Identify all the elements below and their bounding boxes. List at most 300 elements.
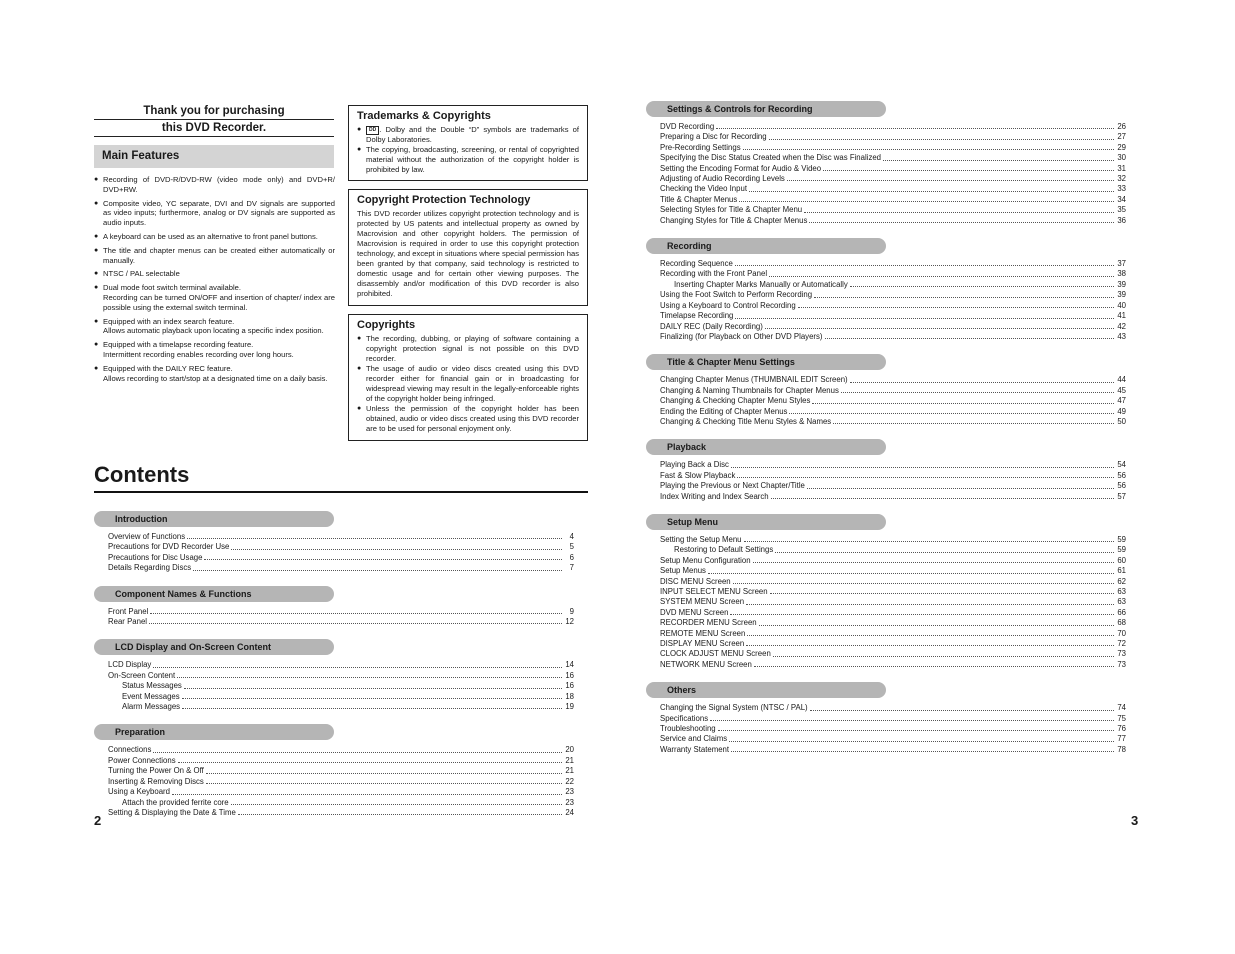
dot-leader bbox=[731, 460, 1114, 467]
thank-you-line2: this DVD Recorder. bbox=[161, 122, 267, 134]
toc-entry-page: 31 bbox=[1117, 163, 1126, 173]
toc-entry-page: 72 bbox=[1117, 639, 1126, 649]
list-item: ● The recording, dubbing, or playing of software containing a copyright protection signal is not possible on this DVD recorder. bbox=[357, 334, 579, 364]
toc-entry-title: Alarm Messages bbox=[122, 702, 181, 712]
toc-entry-page: 56 bbox=[1117, 481, 1126, 491]
toc-entry-page: 47 bbox=[1117, 396, 1126, 406]
toc-entry-title: Specifying the Disc Status Created when the Disc was Finalized bbox=[660, 153, 882, 163]
toc-entry-page: 30 bbox=[1117, 153, 1126, 163]
dot-leader bbox=[182, 692, 562, 699]
copyright-protection-box bbox=[348, 189, 588, 306]
main-features-title: Main Features bbox=[94, 145, 334, 168]
list-item: ● The usage of audio or video discs created using this DVD recorder either for financial gain or in broadcasting for widespread viewing may result in the legally-enforceable rights of the copyright holder being infringed. bbox=[357, 364, 579, 404]
toc-entry-page: 23 bbox=[565, 797, 574, 807]
toc-entry[interactable] bbox=[94, 660, 574, 670]
copyright-protection-body: This DVD recorder utilizes copyright protection technology and is protected by US patents and intellectual property as owned by Macrovision and other copyright holders. The permission of Macrovision is required in order to use this copyright protection technology, and except in situations where special permission has been granted by that company, said technology is restricted to domestic usage and for certain other viewing purposes. The disassembly and/or modification of this DVD recorder is also prohibited. bbox=[357, 209, 579, 298]
toc-entry[interactable] bbox=[646, 649, 1126, 659]
toc-entry[interactable] bbox=[646, 386, 1126, 396]
dot-leader bbox=[149, 617, 562, 624]
toc-entry-title: Index Writing and Index Search bbox=[660, 491, 769, 501]
toc-entry-page: 27 bbox=[1117, 132, 1126, 142]
dot-leader bbox=[753, 556, 1114, 563]
toc-entry-title: DVD MENU Screen bbox=[660, 607, 729, 617]
toc-section bbox=[94, 511, 574, 574]
list-item: ● Unless the permission of the copyright holder has been obtained, audio or video discs created using this DVD recorder are to be used for personal enjoyment only. bbox=[357, 404, 579, 434]
dot-leader bbox=[238, 808, 562, 815]
toc-entry[interactable] bbox=[646, 322, 1126, 332]
toc-entry-title: Adjusting of Audio Recording Levels bbox=[660, 174, 785, 184]
toc-entry[interactable] bbox=[94, 692, 574, 702]
toc-entry[interactable] bbox=[646, 375, 1126, 385]
toc-entry-page: 38 bbox=[1117, 269, 1126, 279]
toc-section-title: Preparation bbox=[94, 724, 334, 740]
toc-section bbox=[646, 101, 1126, 226]
toc-entry-title: Precautions for DVD Recorder Use bbox=[108, 542, 230, 552]
dot-leader bbox=[841, 386, 1114, 393]
toc-entry-page: 78 bbox=[1117, 744, 1126, 754]
toc-entry-page: 57 bbox=[1117, 491, 1126, 501]
toc-entry-title: Finalizing (for Playback on Other DVD Players) bbox=[660, 331, 823, 341]
toc-entry[interactable] bbox=[646, 290, 1126, 300]
toc-entry[interactable] bbox=[646, 608, 1126, 618]
toc-entry-title: Using a Keyboard bbox=[108, 787, 170, 797]
toc-entry-title: Precautions for Disc Usage bbox=[108, 552, 203, 562]
dot-leader bbox=[150, 607, 562, 614]
dot-leader bbox=[759, 618, 1114, 625]
toc-entry-title: Setting & Displaying the Date & Time bbox=[108, 807, 236, 817]
dot-leader bbox=[825, 332, 1115, 339]
toc-section-title: LCD Display and On-Screen Content bbox=[94, 639, 334, 655]
dot-leader bbox=[798, 301, 1114, 308]
toc-entry-title: NETWORK MENU Screen bbox=[660, 659, 752, 669]
divider bbox=[94, 136, 334, 137]
dot-leader bbox=[716, 122, 1114, 129]
toc-entry-page: 36 bbox=[1117, 215, 1126, 225]
toc-entry[interactable] bbox=[646, 174, 1126, 184]
toc-section-title: Settings & Controls for Recording bbox=[646, 101, 886, 117]
toc-entry[interactable] bbox=[646, 184, 1126, 194]
toc-entry-page: 63 bbox=[1117, 597, 1126, 607]
toc-entry[interactable] bbox=[646, 407, 1126, 417]
dot-leader bbox=[775, 545, 1114, 552]
dot-leader bbox=[735, 259, 1114, 266]
dot-leader bbox=[850, 280, 1114, 287]
toc-entry-title: Event Messages bbox=[122, 691, 180, 701]
dot-leader bbox=[850, 375, 1114, 382]
toc-section-title: Component Names & Functions bbox=[94, 586, 334, 602]
toc-entry-page: 45 bbox=[1117, 385, 1126, 395]
toc-entry[interactable] bbox=[94, 777, 574, 787]
toc-entry[interactable] bbox=[646, 269, 1126, 279]
toc-entry[interactable] bbox=[94, 798, 574, 808]
toc-section-title: Recording bbox=[646, 238, 886, 254]
dot-leader bbox=[765, 322, 1114, 329]
toc-section bbox=[646, 439, 1126, 502]
dot-leader bbox=[172, 787, 562, 794]
page-number-left: 2 bbox=[94, 813, 102, 828]
toc-entry-page: 22 bbox=[565, 776, 574, 786]
toc-section bbox=[94, 639, 574, 712]
toc-entry-page: 4 bbox=[569, 532, 574, 541]
toc-entry[interactable] bbox=[646, 714, 1126, 724]
toc-section-title: Others bbox=[646, 682, 886, 698]
toc-entry[interactable] bbox=[646, 703, 1126, 713]
dot-leader bbox=[823, 164, 1114, 171]
dot-leader bbox=[773, 649, 1114, 656]
toc-entry-page: 24 bbox=[565, 807, 574, 817]
toc-entry-page: 56 bbox=[1117, 470, 1126, 480]
toc-entry[interactable] bbox=[646, 460, 1126, 470]
toc-entry-title: On-Screen Content bbox=[108, 670, 176, 680]
toc-entry[interactable] bbox=[646, 556, 1126, 566]
toc-section-title: Playback bbox=[646, 439, 886, 455]
toc-entry-page: 60 bbox=[1117, 555, 1126, 565]
feature-item: ● Equipped with an index search feature. Allows automatic playback upon locating a specific index position. bbox=[94, 317, 335, 337]
dot-leader bbox=[708, 566, 1114, 573]
toc-entry-title: Specifications bbox=[660, 713, 709, 723]
copyrights-title: Copyrights bbox=[357, 319, 416, 331]
toc-entry[interactable] bbox=[94, 563, 574, 573]
toc-entry[interactable] bbox=[646, 566, 1126, 576]
toc-entry-page: 59 bbox=[1117, 545, 1126, 555]
toc-entry-page: 16 bbox=[565, 681, 574, 691]
dot-leader bbox=[754, 660, 1114, 667]
toc-entry-page: 43 bbox=[1117, 331, 1126, 341]
toc-entry[interactable] bbox=[646, 280, 1126, 290]
toc-entry-title: Power Connections bbox=[108, 755, 176, 765]
toc-entry-title: Recording with the Front Panel bbox=[660, 269, 768, 279]
toc-entry-page: 49 bbox=[1117, 406, 1126, 416]
toc-entry-page: 12 bbox=[565, 617, 574, 627]
toc-entry-page: 68 bbox=[1117, 618, 1126, 628]
main-features-list bbox=[94, 175, 335, 387]
toc-entry-title: Changing Styles for Title & Chapter Menus bbox=[660, 215, 808, 225]
toc-entry[interactable] bbox=[646, 396, 1126, 406]
dot-leader bbox=[177, 671, 562, 678]
toc-entry-page: 9 bbox=[569, 606, 574, 616]
toc-entry-page: 40 bbox=[1117, 300, 1126, 310]
toc-entry-page: 14 bbox=[565, 660, 574, 670]
toc-entry-title: Playing Back a Disc bbox=[660, 460, 729, 470]
dolby-logo: DD bbox=[366, 126, 379, 135]
toc-entry-title: Pre-Recording Settings bbox=[660, 142, 741, 152]
toc-entry[interactable] bbox=[646, 164, 1126, 174]
feature-item: ● Equipped with a timelapse recording feature. Intermittent recording enables recording over long hours. bbox=[94, 340, 335, 360]
toc-entry-title: Recording Sequence bbox=[660, 259, 733, 269]
toc-entry[interactable] bbox=[646, 545, 1126, 555]
feature-item: ● Dual mode foot switch terminal available. Recording can be turned ON/OFF and insertion of chapter/ index are possible using the external switch terminal. bbox=[94, 283, 335, 312]
toc-entry[interactable] bbox=[646, 195, 1126, 205]
toc-entry[interactable] bbox=[646, 481, 1126, 491]
toc-entry[interactable] bbox=[646, 587, 1126, 597]
toc-entry[interactable] bbox=[646, 153, 1126, 163]
toc-entry-title: Status Messages bbox=[122, 681, 182, 691]
toc-entry-title: Service and Claims bbox=[660, 734, 728, 744]
dot-leader bbox=[833, 417, 1114, 424]
dot-leader bbox=[182, 702, 562, 709]
toc-entry-page: 37 bbox=[1117, 259, 1126, 269]
dot-leader bbox=[769, 132, 1114, 139]
dot-leader bbox=[153, 660, 562, 667]
toc-entry[interactable] bbox=[646, 660, 1126, 670]
toc-entry-title: Changing the Signal System (NTSC / PAL) bbox=[660, 703, 808, 713]
toc-entry-title: Front Panel bbox=[108, 606, 149, 616]
toc-entry-page: 44 bbox=[1117, 375, 1126, 385]
toc-entry-page: 29 bbox=[1117, 142, 1126, 152]
toc-entry-title: Setting the Setup Menu bbox=[660, 534, 742, 544]
dot-leader bbox=[814, 290, 1114, 297]
list-item bbox=[357, 125, 579, 145]
toc-entry-title: Rear Panel bbox=[108, 617, 148, 627]
toc-entry-page: 41 bbox=[1117, 311, 1126, 321]
toc-entry-title: Warranty Statement bbox=[660, 744, 730, 754]
toc-section bbox=[646, 682, 1126, 755]
toc-entry-page: 23 bbox=[565, 787, 574, 797]
dot-leader bbox=[739, 195, 1114, 202]
toc-entry-title: Inserting & Removing Discs bbox=[108, 776, 204, 786]
toc-section bbox=[94, 724, 574, 818]
dot-leader bbox=[746, 639, 1114, 646]
dot-leader bbox=[749, 184, 1114, 191]
toc-entry[interactable] bbox=[94, 766, 574, 776]
toc-entry-title: Changing & Checking Title Menu Styles & Names bbox=[660, 416, 832, 426]
toc-entry-page: 32 bbox=[1117, 174, 1126, 184]
toc-entry[interactable] bbox=[94, 681, 574, 691]
dot-leader bbox=[206, 777, 562, 784]
dot-leader bbox=[810, 703, 1114, 710]
toc-entry[interactable] bbox=[94, 745, 574, 755]
toc-entry-title: Playing the Previous or Next Chapter/Title bbox=[660, 481, 805, 491]
toc-entry[interactable] bbox=[646, 122, 1126, 132]
dot-leader bbox=[153, 745, 562, 752]
contents-underline bbox=[94, 491, 588, 493]
toc-entry[interactable] bbox=[646, 301, 1126, 311]
toc-entry-title: DISC MENU Screen bbox=[660, 576, 731, 586]
dot-leader bbox=[812, 396, 1114, 403]
dot-leader bbox=[718, 724, 1114, 731]
dot-leader bbox=[731, 745, 1114, 752]
toc-entry-title: Overview of Functions bbox=[108, 532, 186, 541]
toc-entry-page: 76 bbox=[1117, 724, 1126, 734]
dot-leader bbox=[710, 714, 1114, 721]
toc-entry-page: 33 bbox=[1117, 184, 1126, 194]
toc-entry-page: 74 bbox=[1117, 703, 1126, 713]
dot-leader bbox=[883, 153, 1114, 160]
toc-entry[interactable] bbox=[646, 132, 1126, 142]
toc-entry-title: Using a Keyboard to Control Recording bbox=[660, 300, 796, 310]
toc-entry-page: 18 bbox=[565, 691, 574, 701]
toc-entry[interactable] bbox=[94, 671, 574, 681]
toc-entry[interactable] bbox=[646, 143, 1126, 153]
toc-entry[interactable] bbox=[646, 535, 1126, 545]
toc-section bbox=[646, 354, 1126, 427]
dot-leader bbox=[206, 766, 562, 773]
dot-leader bbox=[787, 174, 1114, 181]
dot-leader bbox=[733, 577, 1114, 584]
feature-item: ● Composite video, YC separate, DVI and DV signals are supported as video inputs; furthermore, analog or DV signals are supported as audio inputs. bbox=[94, 199, 335, 228]
toc-entry-page: 73 bbox=[1117, 649, 1126, 659]
toc-section-title: Introduction bbox=[94, 511, 334, 527]
toc-entry-title: Changing & Checking Chapter Menu Styles bbox=[660, 396, 811, 406]
toc-entry-page: 54 bbox=[1117, 460, 1126, 470]
toc-entry-page: 6 bbox=[569, 552, 574, 562]
trademark-text: . Dolby and the Double “D” symbols are trademarks of Dolby Laboratories. bbox=[366, 125, 579, 144]
toc-entry-page: 16 bbox=[565, 670, 574, 680]
toc-entry-title: Attach the provided ferrite core bbox=[122, 797, 229, 807]
toc-entry-page: 77 bbox=[1117, 734, 1126, 744]
list-item: ● The copying, broadcasting, screening, or rental of copyrighted material without the authorization of the copyright holder is prohibited by law. bbox=[357, 145, 579, 175]
toc-entry-title: DISPLAY MENU Screen bbox=[660, 639, 745, 649]
toc-entry-title: Ending the Editing of Chapter Menus bbox=[660, 406, 788, 416]
feature-item: ● A keyboard can be used as an alternative to front panel buttons. bbox=[94, 232, 335, 242]
copyright-protection-title: Copyright Protection Technology bbox=[357, 194, 531, 206]
dot-leader bbox=[193, 563, 562, 570]
toc-entry-title: Turning the Power On & Off bbox=[108, 766, 204, 776]
toc-right bbox=[646, 101, 1126, 767]
toc-entry-page: 35 bbox=[1117, 205, 1126, 215]
dot-leader bbox=[204, 553, 562, 560]
toc-entry-title: Preparing a Disc for Recording bbox=[660, 132, 767, 142]
toc-entry[interactable] bbox=[646, 597, 1126, 607]
toc-entry-page: 21 bbox=[565, 755, 574, 765]
thank-you-line1: Thank you for purchasing bbox=[143, 105, 285, 117]
toc-entry-title: Selecting Styles for Title & Chapter Menu bbox=[660, 205, 803, 215]
toc-entry-title: Troubleshooting bbox=[660, 724, 716, 734]
toc-entry[interactable] bbox=[646, 618, 1126, 628]
toc-entry-title: DAILY REC (Daily Recording) bbox=[660, 321, 763, 331]
toc-entry[interactable] bbox=[94, 808, 574, 818]
toc-entry-page: 61 bbox=[1117, 566, 1126, 576]
toc-entry-title: Title & Chapter Menus bbox=[660, 194, 738, 204]
toc-entry-page: 5 bbox=[569, 542, 574, 552]
dot-leader bbox=[187, 532, 562, 539]
toc-entry-title: Setup Menus bbox=[660, 566, 706, 576]
toc-section-title: Setup Menu bbox=[646, 514, 886, 530]
feature-item: ● The title and chapter menus can be created either automatically or manually. bbox=[94, 246, 335, 266]
toc-entry[interactable] bbox=[646, 745, 1126, 755]
toc-entry-title: Timelapse Recording bbox=[660, 311, 734, 321]
toc-entry-page: 75 bbox=[1117, 713, 1126, 723]
toc-entry[interactable] bbox=[646, 629, 1126, 639]
toc-entry[interactable] bbox=[646, 492, 1126, 502]
dot-leader bbox=[729, 734, 1114, 741]
toc-entry[interactable] bbox=[94, 702, 574, 712]
toc-entry-title: Inserting Chapter Marks Manually or Automatically bbox=[674, 279, 848, 289]
toc-entry-title: REMOTE MENU Screen bbox=[660, 628, 746, 638]
dot-leader bbox=[771, 492, 1114, 499]
toc-entry[interactable] bbox=[94, 756, 574, 766]
dot-leader bbox=[184, 681, 562, 688]
toc-entry-title: Connections bbox=[108, 745, 152, 755]
toc-entry[interactable] bbox=[646, 639, 1126, 649]
toc-entry[interactable] bbox=[94, 617, 574, 627]
dot-leader bbox=[737, 471, 1114, 478]
toc-entry-title: Using the Foot Switch to Perform Recording bbox=[660, 290, 813, 300]
toc-entry-page: 59 bbox=[1117, 534, 1126, 544]
toc-entry[interactable] bbox=[646, 417, 1126, 427]
dot-leader bbox=[809, 216, 1114, 223]
trademarks-box bbox=[348, 105, 588, 181]
dot-leader bbox=[746, 597, 1114, 604]
toc-entry[interactable] bbox=[646, 724, 1126, 734]
feature-item: ● Equipped with the DAILY REC feature. Allows recording to start/stop at a designated time on a daily basis. bbox=[94, 364, 335, 384]
toc-entry[interactable] bbox=[646, 259, 1126, 269]
dot-leader bbox=[747, 629, 1114, 636]
toc-entry-page: 73 bbox=[1117, 659, 1126, 669]
dot-leader bbox=[743, 143, 1114, 150]
dot-leader bbox=[735, 311, 1114, 318]
toc-left bbox=[94, 511, 574, 830]
feature-item: ● NTSC / PAL selectable bbox=[94, 269, 335, 279]
copyrights-box bbox=[348, 314, 588, 441]
contents-title: Contents bbox=[94, 462, 190, 487]
toc-entry-page: 70 bbox=[1117, 628, 1126, 638]
toc-entry[interactable] bbox=[646, 734, 1126, 744]
toc-section bbox=[94, 586, 574, 628]
toc-entry-title: INPUT SELECT MENU Screen bbox=[660, 587, 768, 596]
toc-entry[interactable] bbox=[646, 332, 1126, 342]
toc-entry-page: 20 bbox=[565, 745, 574, 755]
dot-leader bbox=[807, 481, 1114, 488]
toc-entry-title: Fast & Slow Playback bbox=[660, 470, 736, 480]
toc-entry-page: 19 bbox=[565, 702, 574, 712]
toc-entry[interactable] bbox=[646, 311, 1126, 321]
toc-entry[interactable] bbox=[94, 542, 574, 552]
thank-you-heading bbox=[94, 103, 334, 137]
toc-entry-page: 39 bbox=[1117, 290, 1126, 300]
feature-item: ● Recording of DVD-R/DVD-RW (video mode only) and DVD+R/ DVD+RW. bbox=[94, 175, 335, 195]
toc-entry[interactable] bbox=[94, 553, 574, 563]
dot-leader bbox=[231, 542, 562, 549]
dot-leader bbox=[178, 756, 562, 763]
dot-leader bbox=[770, 587, 1114, 594]
toc-entry-page: 50 bbox=[1117, 416, 1126, 426]
toc-entry-title: CLOCK ADJUST MENU Screen bbox=[660, 649, 771, 659]
toc-entry[interactable] bbox=[646, 471, 1126, 481]
page-number-right: 3 bbox=[1131, 813, 1139, 828]
toc-entry-title: DVD Recording bbox=[660, 122, 715, 131]
toc-entry[interactable] bbox=[646, 205, 1126, 215]
toc-entry-title: Setup Menu Configuration bbox=[660, 555, 751, 565]
toc-entry-page: 42 bbox=[1117, 321, 1126, 331]
dot-leader bbox=[769, 269, 1114, 276]
toc-entry-title: Changing & Naming Thumbnails for Chapter Menus bbox=[660, 385, 839, 395]
trademarks-title: Trademarks & Copyrights bbox=[357, 110, 491, 122]
toc-entry-title: SYSTEM MENU Screen bbox=[660, 597, 745, 607]
toc-entry-page: 39 bbox=[1117, 279, 1126, 289]
dot-leader bbox=[804, 205, 1114, 212]
toc-entry-page: 21 bbox=[565, 766, 574, 776]
toc-entry-title: Setting the Encoding Format for Audio & Video bbox=[660, 163, 822, 173]
toc-entry-title: RECORDER MENU Screen bbox=[660, 618, 757, 628]
toc-entry-title: Checking the Video Input bbox=[660, 184, 747, 194]
toc-section bbox=[646, 514, 1126, 670]
toc-entry[interactable] bbox=[646, 216, 1126, 226]
toc-entry[interactable] bbox=[94, 607, 574, 617]
toc-section bbox=[646, 238, 1126, 342]
dot-leader bbox=[744, 535, 1115, 542]
toc-entry-title: Details Regarding Discs bbox=[108, 563, 192, 573]
toc-entry[interactable] bbox=[94, 787, 574, 797]
toc-entry-page: 63 bbox=[1117, 587, 1126, 596]
toc-entry[interactable] bbox=[646, 577, 1126, 587]
toc-entry-page: 26 bbox=[1117, 122, 1126, 131]
dot-leader bbox=[789, 407, 1114, 414]
toc-entry-title: Changing Chapter Menus (THUMBNAIL EDIT Screen) bbox=[660, 375, 848, 385]
toc-section-title: Title & Chapter Menu Settings bbox=[646, 354, 886, 370]
toc-entry[interactable] bbox=[94, 532, 574, 542]
toc-entry-page: 7 bbox=[569, 563, 574, 573]
